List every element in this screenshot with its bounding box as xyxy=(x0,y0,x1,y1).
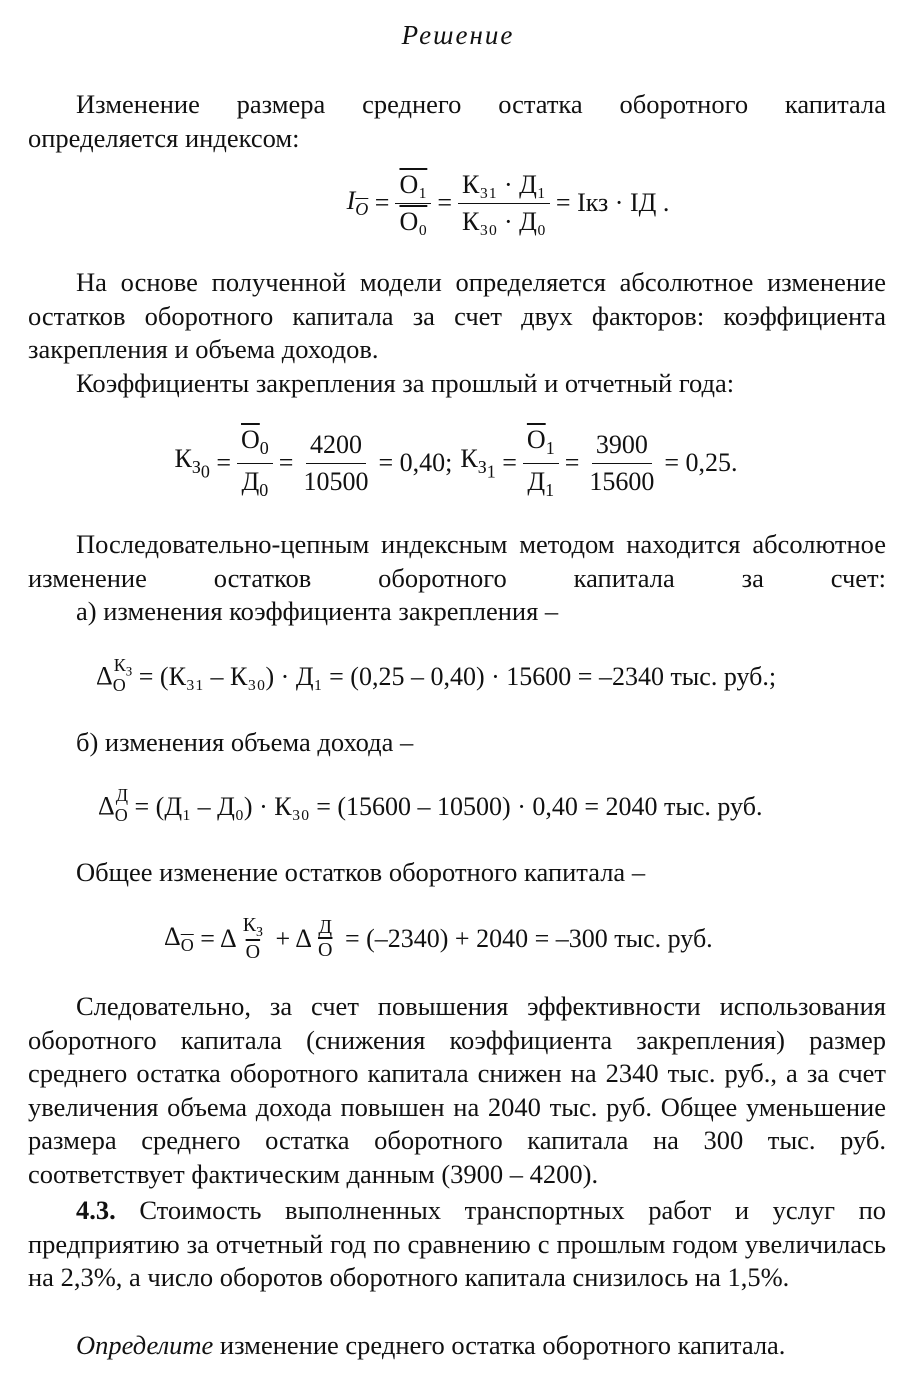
formula-delta-kz: $\Delta_O^{К_З}$ = (К₃₁ – К₃₀) · Д₁ = (0,25 – 0,40) · 15600 = –2340 тыс. руб.; xyxy=(96,654,777,695)
fraction-o1-o0: $\frac{\text{O₁}}{\text{O₀}}$ xyxy=(395,170,431,237)
paragraph-item-b: б) изменения объема дохода – xyxy=(76,727,414,757)
fraction-4200-10500: $\frac{4200}{10500}$ xyxy=(303,429,369,496)
fraction-3900-15600: $\frac{3900}{15600}$ xyxy=(589,429,655,496)
paragraph-item-a: а) изменения коэффициента закрепления – xyxy=(76,596,559,626)
paragraph-task-question: Определите изменение среднего остатка оборотного капитала. xyxy=(76,1330,786,1360)
fraction-o0-d0: $\frac{\overline{O}_0}{Д_0}$ xyxy=(237,425,273,500)
paragraph-conclusion: Следовательно, за счет повышения эффективности использования оборотного капитала (снижения коэффициента закрепления) размер среднего остатка оборотного капитала снижен на 2340 тыс. руб., а за счет увеличения объема дохода повышен на 2040 тыс. руб. Общее уменьшение размера среднего остатка оборотного капитала на 300 тыс. руб. соответствует фактическим данным (3900 – 4200). xyxy=(28,991,886,1189)
paragraph-total-change: Общее изменение остатков оборотного капитала – xyxy=(76,857,646,887)
section-heading: Решение xyxy=(401,20,515,50)
paragraph-coefficients: Коэффициенты закрепления за прошлый и отчетный года: xyxy=(76,368,735,398)
fraction-o1-d1: $\frac{\overline{O}_1}{Д_1}$ xyxy=(523,425,559,500)
paragraph-model: На основе полученной модели определяется абсолютное изменение остатков оборотного капитала за счет двух факторов: коэффициента закрепления и объема доходов. xyxy=(28,267,886,364)
paragraph-chain-method: Последовательно-цепным индексным методом находится абсолютное изменение остатков оборотного капитала за счет: xyxy=(28,529,886,593)
formula-index: $I_{\overline{O}}$ = $\frac{\text{O₁}}{\text{O₀}}$ = $\frac{\text{К₃₁ · Д₁}}{\text{К₃₀ · Д₀}}$ = Iкз · IД . xyxy=(346,169,670,236)
index-symbol: $I_{\overline{O}}$ xyxy=(346,185,369,220)
paragraph-task-4-3: 4.3. Стоимость выполненных транспортных работ и услуг по предприятию за отчетный год по сравнению с прошлым годом увеличилась на 2,3%, а число оборотов оборотного капитала снизилось на 1,5%. xyxy=(28,1195,886,1292)
formula-delta-total: $\Delta_{\overline{O}}$ = Δ $\frac{К_З}{O}$ + Δ $\frac{Д}{O}$ = (–2340) + 2040 = –300 тыс. руб. xyxy=(164,914,713,963)
formula-delta-d: $\Delta_O^Д$ = (Д₁ – Д₀) · К₃₀ = (15600 – 10500) · 0,40 = 2040 тыс. руб. xyxy=(98,784,763,825)
fraction-k-d: $\frac{\text{К₃₁ · Д₁}}{\text{К₃₀ · Д₀}}$ xyxy=(458,170,550,237)
formula-coefficients: $К_{З_0}$ = $\frac{\overline{O}_0}{Д_0}$ = $\frac{4200}{10500}$ = 0,40; $К_{З_1}$ = $\frac{\overline{O}_1}{Д_1}$ = $\frac{3900}{15600}$ = 0,25. xyxy=(174,425,738,500)
paragraph-index-intro: Изменение размера среднего остатка оборотного капитала определяется индексом: xyxy=(28,89,886,153)
task-number: 4.3. xyxy=(76,1195,116,1225)
